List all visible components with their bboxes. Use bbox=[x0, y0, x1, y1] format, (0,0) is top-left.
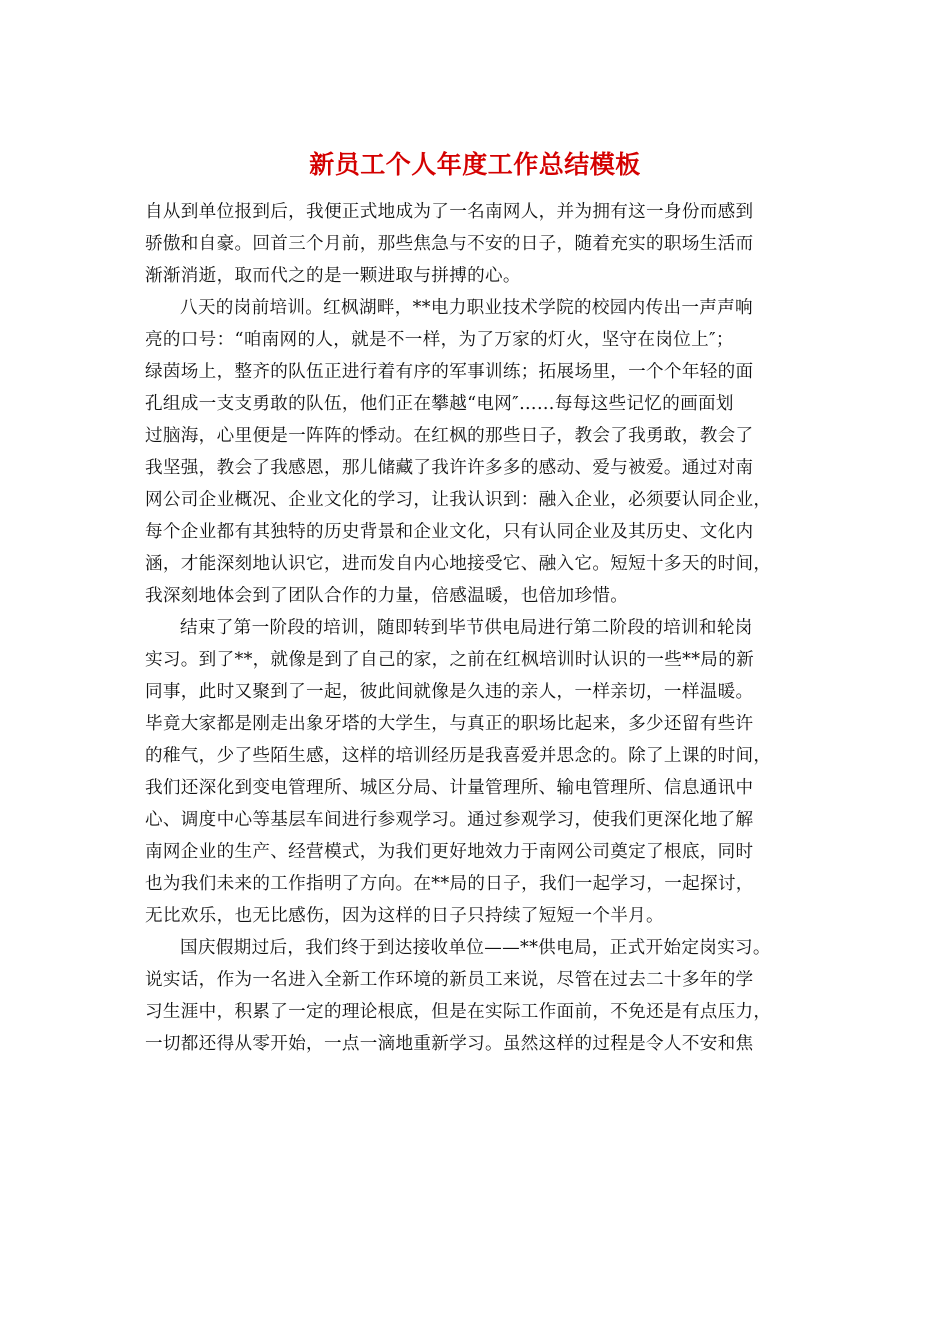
text-line: 说实话，作为一名进入全新工作环境的新员工来说，尽管在过去二十多年的学 bbox=[145, 970, 754, 990]
text-line: 网公司企业概况、企业文化的学习，让我认识到：融入企业，必须要认同企业， bbox=[145, 490, 772, 510]
text-line: 结束了第一阶段的培训，随即转到毕节供电局进行第二阶段的培训和轮岗 bbox=[180, 618, 753, 638]
text-line: 八天的岗前培训。红枫湖畔，**电力职业技术学院的校园内传出一声声响 bbox=[180, 298, 753, 318]
text-line: 骄傲和自豪。回首三个月前，那些焦急与不安的日子，随着充实的职场生活而 bbox=[145, 234, 754, 254]
text-line: 绿茵场上，整齐的队伍正进行着有序的军事训练；拓展场里，一个个年轻的面 bbox=[145, 362, 754, 382]
text-line: 国庆假期过后，我们终于到达接收单位——**供电局，正式开始定岗实习。 bbox=[180, 938, 771, 958]
text-line: 南网企业的生产、经营模式，为我们更好地效力于南网公司奠定了根底，同时 bbox=[145, 842, 754, 862]
text-line: 一切都还得从零开始，一点一滴地重新学习。虽然这样的过程是令人不安和焦 bbox=[145, 1034, 754, 1054]
text-line: 我坚强，教会了我感恩，那儿储藏了我许许多多的感动、爱与被爱。通过对南 bbox=[145, 458, 754, 478]
document-body bbox=[145, 196, 807, 1060]
text-line: 渐渐消逝，取而代之的是一颗进取与拼搏的心。 bbox=[145, 266, 521, 286]
text-line: 自从到单位报到后，我便正式地成为了一名南网人，并为拥有这一身份而感到 bbox=[145, 202, 754, 222]
text-line: 习生涯中，积累了一定的理论根底，但是在实际工作面前，不免还是有点压力， bbox=[145, 1002, 772, 1022]
text-line: 实习。到了**，就像是到了自己的家，之前在红枫培训时认识的一些**局的新 bbox=[145, 650, 754, 670]
text-line: 无比欢乐，也无比感伤，因为这样的日子只持续了短短一个半月。 bbox=[145, 906, 664, 926]
text-line: 涵，才能深刻地认识它，进而发自内心地接受它、融入它。短短十多天的时间， bbox=[145, 554, 772, 574]
text-line: 的稚气，少了些陌生感，这样的培训经历是我喜爱并思念的。除了上课的时间， bbox=[145, 746, 772, 766]
text-line: 同事，此时又聚到了一起，彼此间就像是久违的亲人，一样亲切，一样温暖。 bbox=[145, 682, 754, 702]
text-line: 亮的口号：“咱南网的人，就是不一样，为了万家的灯火，坚守在岗位上″； bbox=[145, 330, 734, 350]
text-line: 孔组成一支支勇敢的队伍，他们正在攀越“电网″……每每这些记忆的画面划 bbox=[145, 394, 734, 414]
text-line: 我深刻地体会到了团队合作的力量，倍感温暖，也倍加珍惜。 bbox=[145, 586, 629, 606]
document-title: 新员工个人年度工作总结模板 bbox=[309, 150, 641, 179]
text-line: 我们还深化到变电管理所、城区分局、计量管理所、输电管理所、信息通讯中 bbox=[145, 778, 754, 798]
text-line: 过脑海，心里便是一阵阵的悸动。在红枫的那些日子，教会了我勇敢，教会了 bbox=[145, 426, 754, 446]
text-line: 毕竟大家都是刚走出象牙塔的大学生，与真正的职场比起来，多少还留有些许 bbox=[145, 714, 754, 734]
text-line: 每个企业都有其独特的历史背景和企业文化，只有认同企业及其历史、文化内 bbox=[145, 522, 754, 542]
text-line: 也为我们未来的工作指明了方向。在**局的日子，我们一起学习，一起探讨， bbox=[145, 874, 754, 894]
text-line: 心、调度中心等基层车间进行参观学习。通过参观学习，使我们更深化地了解 bbox=[145, 810, 754, 830]
